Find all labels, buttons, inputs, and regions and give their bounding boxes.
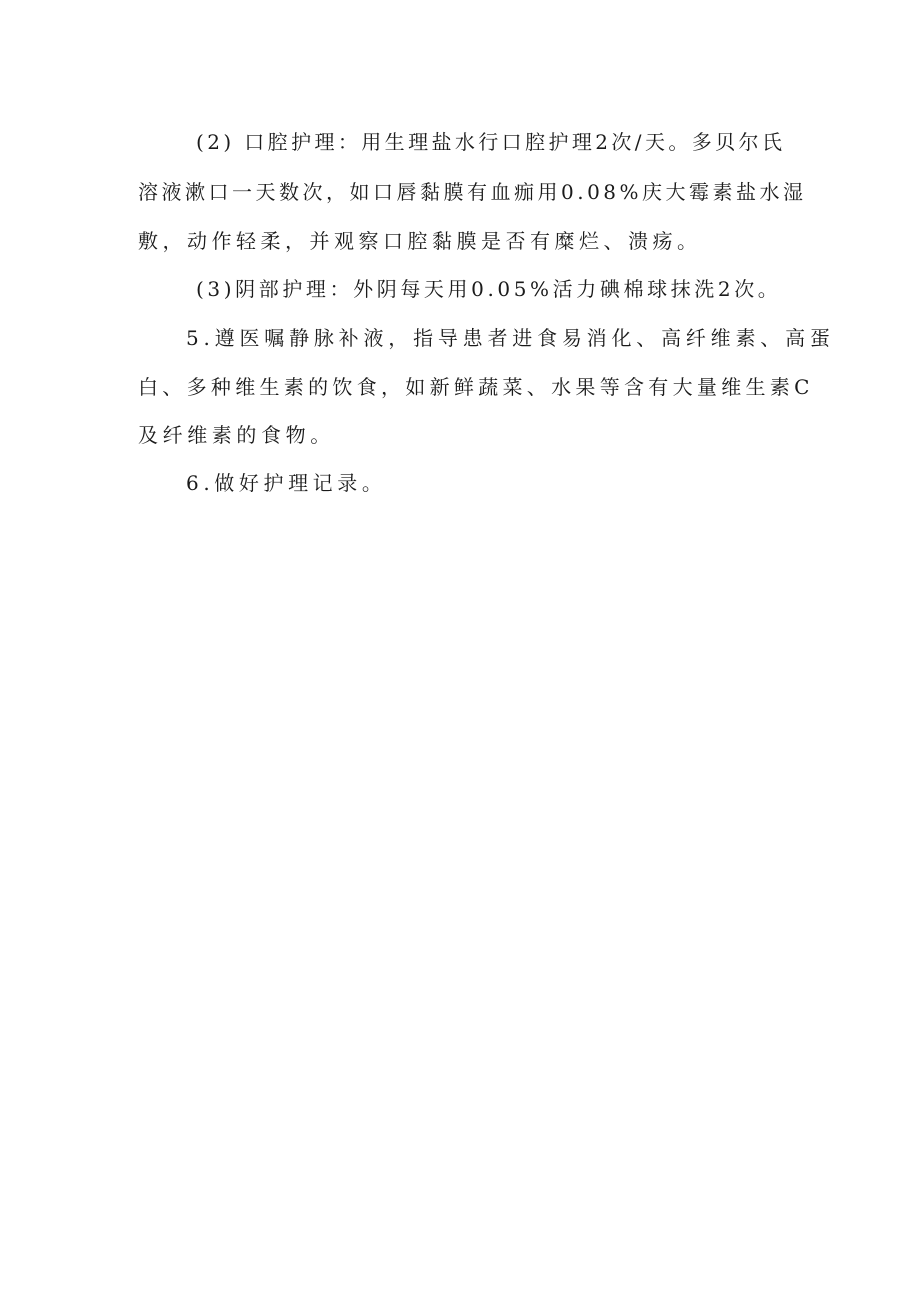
perineal-care-line: (3)阴部护理：外阴每天用0.05%活力碘棉球抹洗2次。: [196, 277, 782, 301]
item-5-line-1: 5.遵医嘱静脉补液，指导患者进食易消化、高纤维素、高蛋: [186, 326, 835, 350]
item-5-line-2: 白、多种维生素的饮食，如新鲜蔬菜、水果等含有大量维生素C: [138, 375, 814, 399]
item-6-line: 6.做好护理记录。: [186, 471, 387, 495]
oral-care-line-2: 溶液漱口一天数次，如口唇黏膜有血痂用0.08%庆大霉素盐水湿: [138, 180, 807, 204]
oral-care-line-3: 敷，动作轻柔，并观察口腔黏膜是否有糜烂、溃疡。: [138, 229, 702, 253]
item-5-line-3: 及纤维素的食物。: [138, 423, 335, 447]
oral-care-line-1: (2) 口腔护理：用生理盐水行口腔护理2次/天。多贝尔氏: [196, 130, 786, 154]
